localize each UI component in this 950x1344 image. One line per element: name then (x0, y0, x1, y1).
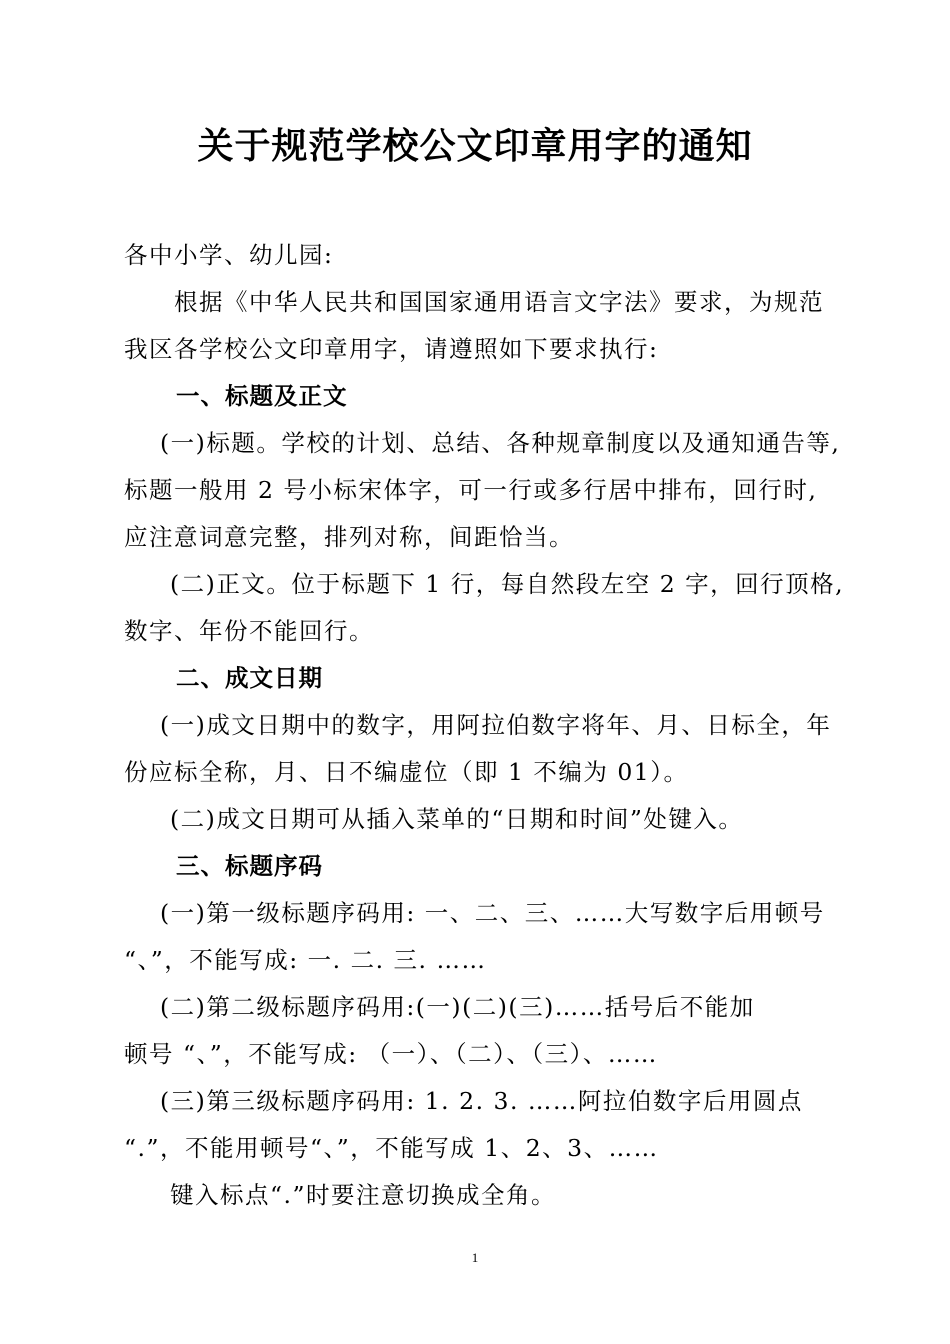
s3-para1-line-2: “、”，不能写成: 一. 二. 三. …… (124, 946, 487, 974)
section-3-heading: 三、标题序码 (176, 852, 323, 880)
section-2-heading: 二、成文日期 (176, 664, 323, 692)
page-number: 1 (471, 1250, 479, 1265)
s1-para1-line-3: 应注意词意完整，排列对称，间距恰当。 (124, 523, 574, 551)
s3-para1-line-1: (一)第一级标题序码用: 一、二、三、……大写数字后用顿号 (160, 899, 825, 927)
s3-para2-line-2: 顿号 “、”，不能写成: （一）、（二）、（三）、…… (124, 1040, 658, 1068)
document-title: 关于规范学校公文印章用字的通知 (197, 125, 753, 167)
s2-para1-line-1: (一)成文日期中的数字，用阿拉伯数字将年、月、日标全，年 (160, 711, 832, 739)
recipient-line: 各中小学、幼儿园: (124, 241, 334, 269)
s2-para2-line-1: (二)成文日期可从插入菜单的“日期和时间”处键入。 (170, 805, 744, 833)
s1-para2-line-1: (二)正文。位于标题下 1 行，每自然段左空 2 字，回行顶格, (170, 570, 845, 598)
s3-para2-line-1: (二)第二级标题序码用:(一)(二)(三)……括号后不能加 (160, 993, 755, 1021)
s3-para3-line-1: (三)第三级标题序码用: 1. 2. 3. ……阿拉伯数字后用圆点 (160, 1087, 803, 1115)
intro-line-2: 我区各学校公文印章用字，请遵照如下要求执行: (124, 335, 659, 363)
s1-para2-line-2: 数字、年份不能回行。 (124, 617, 374, 645)
s1-para1-line-1: (一)标题。学校的计划、总结、各种规章制度以及通知通告等, (160, 429, 841, 457)
intro-line-1: 根据《中华人民共和国国家通用语言文字法》要求，为规范 (174, 288, 824, 316)
document-body (124, 232, 844, 1219)
s3-para4-line-1: 键入标点“.”时要注意切换成全角。 (170, 1181, 556, 1209)
section-1-heading: 一、标题及正文 (176, 382, 348, 410)
s1-para1-line-2: 标题一般用 2 号小标宋体字，可一行或多行居中排布，回行时, (124, 476, 818, 504)
s3-para3-line-2: “.”，不能用顿号“、”，不能写成 1、2、3、…… (124, 1134, 659, 1162)
s2-para1-line-2: 份应标全称，月、日不编虚位（即 1 不编为 01）。 (124, 758, 689, 786)
